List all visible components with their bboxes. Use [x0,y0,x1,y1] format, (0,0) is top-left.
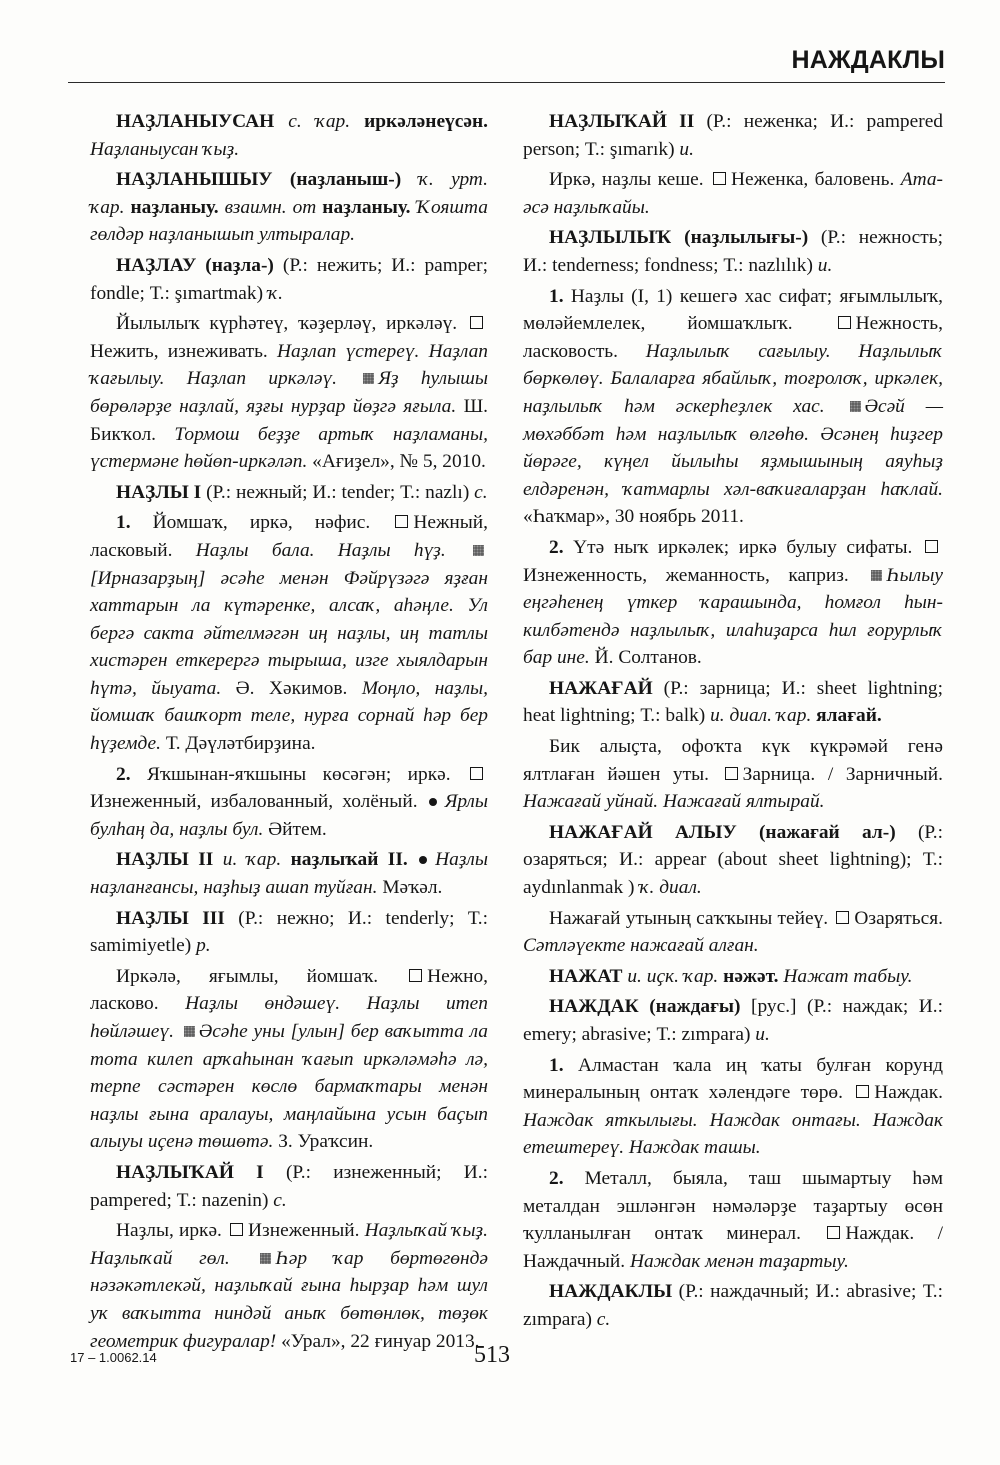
headword: НАҘЛЫҠАЙ I [116,1161,264,1183]
translations: (Р.: нежить; И.: pamper; fondle; Т.: şımartmak) [90,254,489,304]
page-number: 513 [474,1342,510,1368]
sense: 2. Яҡшынан-яҡшыны көсәгән; иркә. Изнеженный, избалованный, холёный. Ярлы булһаң да, наҙлы бул. Әйтем. [90,763,488,840]
square-icon [713,172,726,185]
left-column [90,108,488,1358]
right-column [523,108,943,1337]
dictionary-entry: НАҘЛЫ II и. ҡар. наҙлыҡай II. Наҙлы наҙланғансы, наҙһыҙ ашап туйған. Мәҡәл. [90,849,488,899]
running-header [68,40,945,83]
citation-marker-icon [184,1026,195,1037]
dictionary-entry: НАҘЛАНЫУСАН с. ҡар. иркәләнеүсән. Наҙланыусан ҡыҙ. [90,111,488,160]
running-head-word: НАЖДАКЛЫ [791,46,945,74]
dictionary-entry: НАҘЛАНЫШЫУ (наҙланыш-) ҡ. урт. ҡар. наҙланыу. взаимн. от наҙланыу. Ҡояшта гөлдәр наҙланышып ултыралар. [90,169,488,246]
square-icon [395,515,408,528]
headword: НАҘЛАНЫУСАН [116,111,275,132]
citation-marker-icon [363,373,374,384]
entry-body: Нажағай утының саҡҡыны тейеү. Озаряться. Сәтләүекте нажағай алған. [523,907,943,957]
dictionary-entry: НАЖАҒАЙ (Р.: зарница; И.: sheet lightning; heat lightning; Т.: balk) и. диал. ҡар. ялағай. [523,677,943,727]
headword: НАЖДАК [549,996,639,1018]
headword: НАҘЛЫЛЫҠ [549,227,672,249]
example: Ҡояшта гөлдәр наҙланышып ултыралар. [90,196,488,246]
dictionary-entry: НАЖАТ и. иҫк. ҡар. нәжәт. Нажат табыу. [549,965,913,987]
square-icon [836,911,849,924]
dictionary-entry: НАҘЛЫ I (Р.: нежный; И.: tender; Т.: nazlı) с. [116,481,488,503]
dictionary-entry: НАҘЛЫ III (Р.: нежно; И.: tenderly; Т.: samimiyetle) р. [90,907,489,957]
dictionary-entry: НАҘЛЫҠАЙ I (Р.: изнеженный; И.: pampered; Т.: nazenin) с. [90,1161,488,1211]
square-icon [925,540,938,553]
citation-marker-icon [871,570,882,581]
square-icon [409,969,422,982]
headword: НАЖАҒАЙ [549,677,653,699]
entry-body: Йылылыҡ күрһәтеү, ҡәҙерләү, иркәләү. Нежить, изнеживать. Наҙлап үстереү. Наҙлап ҡағылыу. Наҙлап иркәләү. Яҙ һулышы бөрөләрҙе наҙлай, яҙғы нурҙар йөҙгә яғыла. Ш. Бикҡол. Тормош беҙҙе артыҡ наҙламаны, үстермәне һөйөп-иркәләп. «Ағиҙел», № 5, 2010. [90,313,488,473]
citation-marker-icon [850,401,861,412]
square-icon [725,767,738,780]
cross-reference: иркәләнеүсән. [364,111,488,132]
headword: НАЖАҒАЙ АЛЫУ [549,821,737,843]
headword: НАЖДАКЛЫ [549,1281,673,1303]
dictionary-entry: НАЖАҒАЙ АЛЫУ (нажағай ал-) (Р.: озаряться; И.: appear (about sheet lightning); Т.: aydınlanmak ) ҡ. диал. [523,821,943,899]
sense: 1. Наҙлы (I, 1) кешегә хас сифат; яғымлылыҡ, мөләйемлелек, йомшаҡлыҡ. Нежность, ласковость. Наҙлылыҡ сағылыу. Наҙлылыҡ бөркөлөү. Балаларға ябайлыҡ, тоғролоҡ, иркәлек, наҙлылыҡ һәм әскерһеҙлек хас. Әсәй — мөхәббәт һәм наҙлылыҡ өлгөһө. Әсәнең һиҙгер йөрәге, күңел йылыһы яҙмышының аяуһыҙ елдәренән, ҡатмарлы хәл-ваҡиғаларҙан һаҡлай. «Һаҡмар», 30 ноябрь 2011. [523,285,943,528]
dictionary-entry: НАҘЛЫҠАЙ II (Р.: неженка; И.: pampered person; Т.: şımarık) и. [523,111,943,160]
dictionary-entry: НАЖДАКЛЫ (Р.: наждачный; И.: abrasive; Т.: zımpara) с. [523,1281,943,1330]
square-icon [838,316,851,329]
sense: 1. Алмастан ҡала иң ҡаты булған корунд минералының онтаҡ хәлендәге төрө. Наждак. Наждак яткылығы. Наждак онтағы. Наждак етештереү. Наждак ташы. [523,1054,943,1159]
dictionary-entry: НАҘЛАУ (наҙла-) (Р.: нежить; И.: pamper; fondle; Т.: şımartmak) ҡ. [90,254,489,304]
citation-marker-icon [260,1253,271,1264]
square-icon [827,1226,840,1239]
entry-body: Иркәлә, яғымлы, йомшаҡ. Нежно, ласково. Наҙлы өндәшеү. Наҙлы итеп һөйләшеү. Әсәһе уны [улын] бер ваҡытта ла тота килеп арҡаһынан ҡағып иркәләмәһә лә, терпе сәстәрен көслө бармаҡтары менән наҙлы ғына аралауы, маңлайына усын баҫып алыуы иҫенә төшөтә. З. Ураҡсин. [90,965,489,1153]
headword: НАҘЛЫҠАЙ II [549,111,695,132]
headword: НАҘЛЫ I [116,481,202,503]
entry-body: Иркә, наҙлы кеше. Неженка, баловень. Ата-әсә наҙлыҡайы. [523,169,943,218]
headword: НАҘЛЫ III [116,907,225,929]
headword: НАЖАТ [549,965,623,987]
headword: НАҘЛАУ [116,254,197,276]
bullet-icon [429,798,437,806]
square-icon [856,1085,869,1098]
dictionary-entry: НАЖДАК (наждағы) [рус.] (Р.: наждак; И.: emery; abrasive; Т.: zımpara) и. [523,996,943,1045]
headword: НАҘЛЫ II [116,849,214,871]
example: Наҙланыусан ҡыҙ. [90,138,240,160]
sense: 2. Үтә ныҡ иркәлек; иркә булыу сифаты. Изнеженность, жеманность, каприз. Һылыу еңгәһенең үткер ҡарашында, һомғол һын-килбәтендә наҙлылыҡ, илаһиҙарса һил ғорурлыҡ бар ине. Й. Солтанов. [523,536,943,669]
entry-body: Бик алыҫта, офоҡта күк күкрәмәй генә ялтлаған йәшен уты. Зарница. / Зарничный. Нажағай уйнай. Нажағай ялтырай. [523,736,943,813]
entry-body: Наҙлы, иркә. Изнеженный. Наҙлыҡай ҡыҙ. Наҙлыҡай гөл. Һәр ҡар бөртөгөндә нәзәкәтлекәй, наҙлыҡай ғына һырҙар һәм шул уҡ ваҡытта ниндәй аныҡ бөтөнлөк, төҙөк геометрик фигуралар! «Урал», 22 ғинуар 2013. [90,1220,488,1352]
bullet-icon [419,856,427,864]
square-icon [230,1223,243,1236]
citation-marker-icon [473,545,484,556]
print-code: 17 – 1.0062.14 [70,1350,157,1365]
sense: 2. Металл, быяла, таш шымартыу һәм металдан эшләнгән нәмәләрҙе таҙартыу өсөн ҡулланылған онтаҡ минерал. Наждак. / Наждачный. Наждак менән таҙартыу. [523,1167,944,1272]
dictionary-entry: НАҘЛЫЛЫҠ (наҙлылығы-) (Р.: нежность; И.: tenderness; fondness; Т.: nazlılık) и. [523,227,943,276]
headword: НАҘЛАНЫШЫУ [116,169,273,191]
square-icon [470,316,483,329]
sense: 1. Йомшаҡ, иркә, нәфис. Нежный, ласковый. Наҙлы бала. Наҙлы һүҙ. [Ирназарҙың] әсәһе менән Фәйрүзәгә яҙған хаттарын ла күтәренке, алсаҡ, аһәңле. Ул бергә сакта әйтелмәгән иң наҙлы, иң татлы хистәрен еткерергә тырыша, изге хыялдарын һүтә, йыуата. Ә. Хәкимов. Моңло, наҙлы, йомшаҡ башҡорт теле, нурға сорнай һәр бер һүҙемде. Т. Дәүләтбирҙина. [90,512,489,755]
square-icon [470,767,483,780]
